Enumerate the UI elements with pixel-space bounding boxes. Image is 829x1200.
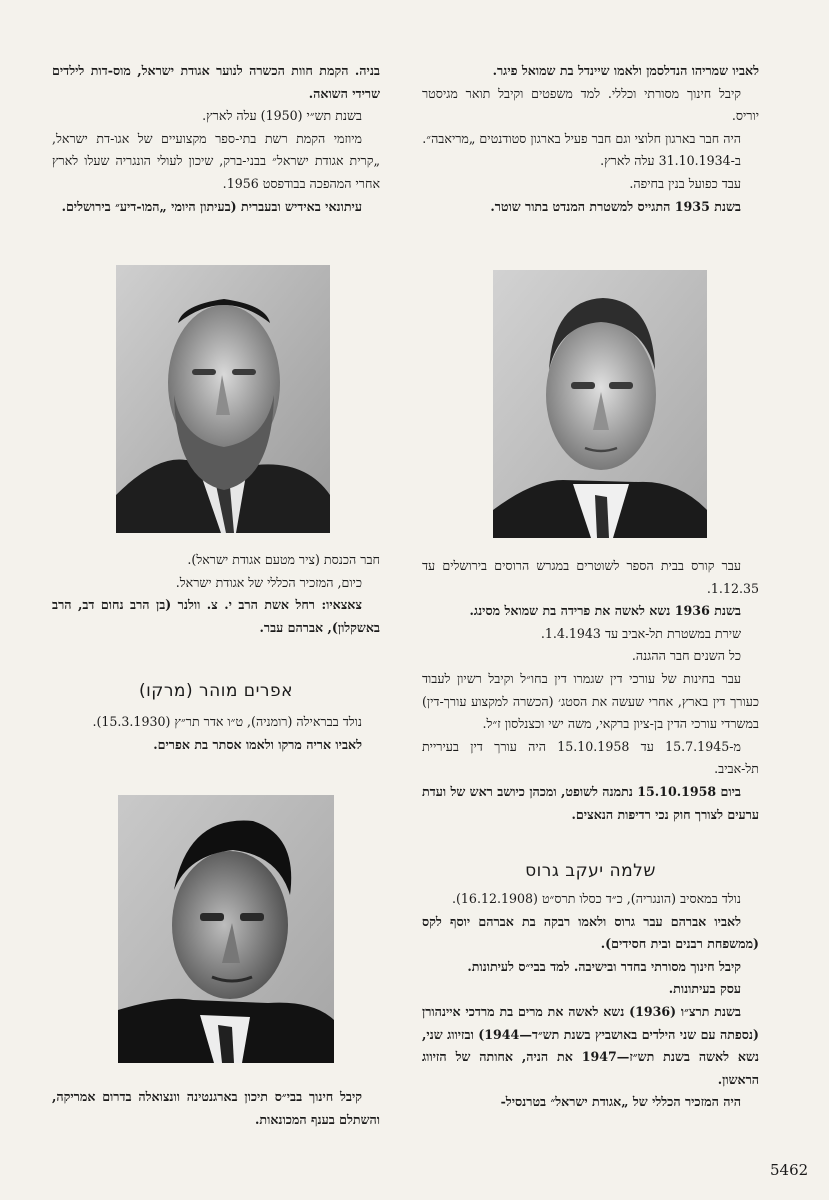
paragraph: בשנת 1936 נשא לאשה את פרידה בת שמואל מסינג.	[469, 603, 741, 619]
paragraph: נולד בבראילה (רומניה), ט״ו אדר תר״ץ (15.3.1930).	[92, 714, 362, 729]
left-column-top	[52, 60, 380, 218]
paragraph: נולד במאסיב (הונגריה), כ״ד כסלו תרס״ט (16.12.1908).	[452, 891, 741, 906]
paragraph: מ-15.7.1945 עד 15.10.1958 היה עורך דין בעיריית תל-אביב.	[422, 738, 759, 777]
paragraph: קיבל חינוך מסורתי וכללי. למד משפטים וקיבל תואר מגיסטר יוריס.	[422, 85, 759, 124]
paragraph: לאביו אריה מרקו ולאמו אסתר בת אפרים.	[153, 736, 362, 752]
paragraph: חבר הכנסת (ציר מטעם אגודת ישראל).	[187, 552, 380, 567]
paragraph: כיום, המזכיר הכללי של אגודת ישראל.	[175, 574, 362, 590]
portrait-photo-bearded-man	[116, 265, 330, 533]
paragraph: היה המזכיר הכללי של „אגודת ישראל״ בטרנסיל-	[500, 1094, 741, 1110]
paragraph: עבד כפועל בנין בחיפה.	[629, 175, 741, 191]
left-column-bottom	[52, 1086, 380, 1131]
paragraph: צאצאיו: רחל אשת הרב י. צ. וולנר (בן הרב נחום דב, הרב באשקלון), אברהם עבר.	[52, 597, 380, 635]
biography-name-gross: שלמה יעקב גרוס	[525, 861, 656, 881]
portrait-photo-moher	[118, 795, 334, 1063]
portrait-photo-officer	[493, 270, 707, 538]
left-column-mid	[52, 549, 380, 639]
paragraph: מיוזמי הקמת רשת בתי-ספר מקצועיים של אגו-דת ישראל, „קרית אגודת ישראל״ בבני-ברק, שיכון לעולי הונגריה שעלו לארץ אחרי המהפכה בבודפסט 1956.	[52, 130, 380, 191]
paragraph: לאביו אברהם עבר גרוס ולאמו רבקה בת אברהם יוסף לקס (ממשפחת רבנים ובית חסידים).	[422, 913, 759, 952]
paragraph: ביום 15.10.1958 נתמנה לשופט, ומכהן כיושב ראש של ועדת ערעים לצורך חוק נכי רדיפות הנאצים.	[422, 783, 759, 822]
paragraph: כל השנים חבר ההגנה.	[631, 648, 741, 664]
left-column-moher	[52, 711, 380, 756]
paragraph: קיבל חינוך בבי״ס תיכון בארגנטינה וונצואלה בדרום אמריקה, והשתלם בענף המכונאות.	[52, 1089, 380, 1127]
paragraph: עיתונאי באידיש ובעברית (בעיתון היומי „המו-דיע״ בירושלים.	[61, 198, 362, 214]
paragraph: בניה. הקמת חוות הכשרה לנוער אגודת ישראל, מוס-דות לילדים שרידי השואה.	[52, 63, 380, 101]
right-column-mid	[422, 555, 759, 826]
paragraph: עסק בעיתונות.	[668, 981, 741, 997]
paragraph: בשנת תש״י (1950) עלה לארץ.	[202, 108, 362, 124]
paragraph: עבר בחינות של עורכי דין שגמרו דין בחו״ל וקיבל רשיון לעבוד כעורך דין בארץ, אחרי שעשה את הסטג׳ (הכשרה למקצוע עורך-דין) במשרדי עורכי הדין בן-ציון ברקאי, משה ישי וכצנלסון ז״ל.	[422, 670, 759, 732]
paragraph: בשנת תרצ״ו (1936) נשא לאשה את מרים בת מרדכי איינהורן (נספתה עם שני הילדים באושביץ בשנת תש״ד—1944) ובזיווג שני, נשא לאשה בשנת תש״ז—1947 את הניה, אחותה של הזיווג הראשון.	[422, 1003, 759, 1087]
right-column-top	[422, 60, 759, 218]
paragraph: ב-31.10.1934 עלה לארץ.	[600, 153, 741, 169]
paragraph: היה חבר בארגון חלוצי וגם חבר פעיל בארגון סטודנטים „מריאבה״.	[422, 130, 741, 146]
biography-name-moher: אפרים מוהר (מרקו)	[139, 681, 293, 701]
paragraph: עבר קורס בבית הספר לשוטרים במגרש הרוסים בירושלים עד 1.12.35.	[422, 558, 759, 596]
page-number: 5462	[770, 1161, 809, 1179]
paragraph: לאביו שמריהו הנדלסמן ולאמו שיינדל בת שמואל פיגר.	[492, 63, 759, 78]
paragraph: קיבל חינוך מסורתי בחדר ובישיבה. למד בבי״ס לעיתונות.	[467, 958, 741, 974]
right-column-gross	[422, 888, 759, 1114]
paragraph: בשנת 1935 התגייס למשטרת המנדט בתור שוטר.	[490, 198, 741, 214]
paragraph: שירת במשטרת תל-אביב עד 1.4.1943.	[540, 625, 741, 641]
